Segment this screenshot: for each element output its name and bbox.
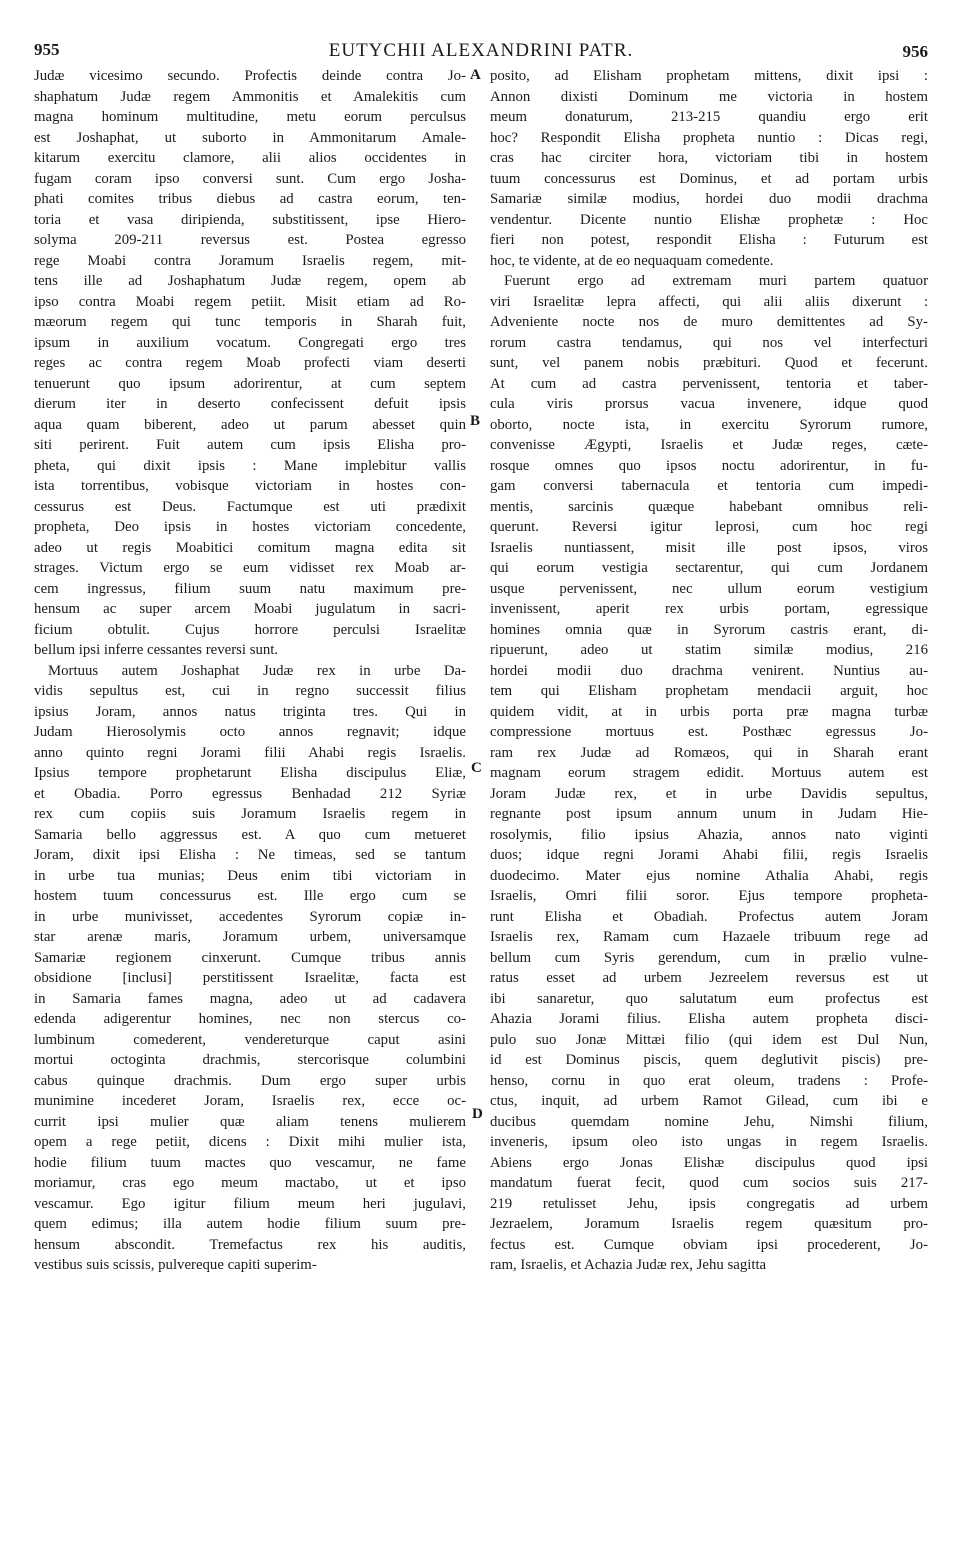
text-line: strages. Victum ergo se eum vidisset rex Moab ar- <box>34 560 466 576</box>
text-line: mortui octoginta drachmis, stercorisque columbini <box>34 1052 466 1068</box>
text-line: cem ingressus, filium suum natu maximum pre- <box>34 580 466 597</box>
margin-marker-d: D <box>472 1106 483 1122</box>
text-line: querunt. Reversi igitur leprosi, cum hoc regi <box>490 519 928 535</box>
text-line: duodecimo. Mater ejus nomine Athalia Ahabi, regis <box>490 867 928 884</box>
text-line: opem a rege petiit, dicens : Dixit mihi mulier ista, <box>34 1134 466 1150</box>
text-line: Fuerunt ergo ad extremam muri partem quatuor <box>504 273 928 289</box>
text-line: et Obadia. Porro egressus Benhadad 212 Syriæ <box>34 785 466 802</box>
text-line: runt Elisha et Obadiah. Profectus autem Joram <box>490 908 928 925</box>
text-line: dierum iter in deserto confecissent defuit ipsis <box>34 396 466 412</box>
text-line: in urbe munivisset, accedentes Syrorum copiæ in- <box>34 908 466 925</box>
text-line: 219 retulisset Jehu, ipsis congregatis ad urbem <box>490 1195 928 1212</box>
text-line: Judæ vicesimo secundo. Profectis deinde contra Jo- <box>34 68 466 84</box>
text-line: anno quinto regni Jorami filii Ahabi regis Israelis. <box>34 744 466 761</box>
text-line: in urbe tua munias; Deus enim tibi victoriam in <box>34 867 466 884</box>
text-line: compressione mortuus est. Posthæc egressus Jo- <box>490 724 928 740</box>
page-header <box>34 40 928 68</box>
text-line: id est Dominus piscis, quem deglutivit piscis) pre- <box>490 1052 928 1068</box>
right-column <box>490 66 928 1276</box>
text-line: Israelis rex, Ramam cum Hazaele tribuum rege ad <box>490 929 928 945</box>
text-line: Samaria bello aggressus est. A quo cum metueret <box>34 826 466 843</box>
text-line: usque pervenissent, nec ullum eorum vestigium <box>490 580 928 597</box>
text-line: rex cum copiis suis Joramum Israelis regem in <box>34 806 466 822</box>
text-line: duos; idque regni Jorami Ahabi filii, regis Israelis <box>490 847 928 863</box>
text-line: star arenæ maris, Joramum urbem, universamque <box>34 929 466 945</box>
text-line: ctus, inquit, ad urbem Ramot Gilead, cum ibi e <box>490 1093 928 1109</box>
text-line: Joram, dixit ipsi Elisha : Ne timeas, sed se tantum <box>34 847 466 863</box>
text-line: sunt, vel panem nobis præbituri. Quod et fecerunt. <box>490 355 928 371</box>
text-line: aqua quam biberent, adeo ut parum abesset quin <box>34 416 466 433</box>
text-line: hoc, te vidente, at de eo nequaquam comedente. <box>490 252 774 269</box>
text-line: homines omnia quæ in Syrorum castris erant, di- <box>490 621 928 638</box>
page-number-right: 956 <box>902 42 928 61</box>
text-line: viri Israelitæ lepra affecti, qui alii aliis dixerunt : <box>490 293 928 310</box>
text-line: ducibus quemdam nomine Jehu, Nimshi filium, <box>490 1113 928 1130</box>
text-line: ram rex Judæ ad Romæos, qui in Sharah erant <box>490 744 928 761</box>
text-line: inveneris, ipsum oleo isto ungas in regem Israelis. <box>490 1134 928 1150</box>
text-line: magnam eorum stragem edidit. Mortuus autem est <box>490 765 928 781</box>
text-line: mentis, sarcinis quæque habebant omnibus reli- <box>490 498 928 515</box>
text-line: magna hominum multitudine, metu eorum perculsus <box>34 109 466 125</box>
text-line: cabus quinque drachmis. Dum ergo super urbis <box>34 1072 466 1089</box>
text-line: shaphatum Judæ regem Ammonitis et Amalekitis cum <box>34 88 466 105</box>
text-line: edenda adigerentur homines, nec non stercus co- <box>34 1011 466 1027</box>
text-line: Mortuus autem Joshaphat Judæ rex in urbe Da- <box>48 662 466 679</box>
text-line: mandatum fuerat fecit, quod cum socios suis 217- <box>490 1175 928 1191</box>
text-line: vestibus suis scissis, pulvereque capiti superim- <box>34 1257 317 1273</box>
text-line: ripuerunt, adeo ut statim similæ modius, 216 <box>490 642 928 658</box>
text-line: henso, cornu in quo erat oleum, tradens : Profe- <box>490 1072 928 1089</box>
text-line: cessurus est Deus. Factumque est uti prædixit <box>34 498 466 515</box>
text-line: Ipsius tempore prophetarunt Elisha discipulus Eliæ, <box>34 765 466 781</box>
text-line: hensum ac super arcem Moabi jugulatum in sacri- <box>34 601 466 617</box>
text-line: reges ac contra regem Moab profecti viam deserti <box>34 355 466 371</box>
text-line: bellum cum Syris gerendum, cum in prælio vulne- <box>490 949 928 966</box>
text-line: tenuerunt quo ipsum adorirentur, at cum septem <box>34 375 466 392</box>
text-line: vescamur. Ego igitur filium meum heri jugulavi, <box>34 1195 466 1212</box>
text-line: At cum ad castra pervenissent, tentoria et taber- <box>490 375 928 392</box>
text-line: ram, Israelis, et Achazia Judæ rex, Jehu sagitta <box>490 1257 767 1273</box>
margin-marker-a: A <box>470 67 481 83</box>
text-line: rosque omnes quo ipsos noctu adorirentur, in fu- <box>490 457 928 474</box>
text-line: phati comites tribus diebus ad castra eorum, ten- <box>34 191 466 207</box>
text-line: rosolymis, filio ipsius Ahazia, annos nato viginti <box>490 826 928 843</box>
text-line: in Samaria fames magna, adeo ut ad cadavera <box>34 990 466 1007</box>
text-line: tem qui Elisham prophetam mendacii arguit, hoc <box>490 683 928 699</box>
text-line: fugam coram ipso conversi sunt. Cum ergo Josha- <box>34 170 466 187</box>
text-line: Israelis, Omri filii soror. Ejus tempore propheta- <box>490 888 928 904</box>
text-line: Israelis nuntiassent, misit ille post ipsos, viros <box>490 539 928 556</box>
text-line: Judam Hierosolymis octo annos regnavit; idque <box>34 724 466 740</box>
text-line: regnante post ipsum annum unum in Judam Hie- <box>490 806 928 822</box>
text-line: munimine incederet Joram, Israelis rex, ecce oc- <box>34 1093 466 1109</box>
text-line: cula viris prorsus vacua invenere, idque quod <box>490 396 928 412</box>
text-line: oborto, nocte ista, in exercitu Syrorum rumore, <box>490 416 928 433</box>
text-line: invenissent, aperit rex urbis portam, egressique <box>490 601 928 617</box>
text-line: toria et vasa diripienda, substitissent, ipse Hiero- <box>34 211 466 228</box>
text-line: adeo ut regis Moabitici comitum magna edita sit <box>34 539 466 556</box>
text-line: ratus esset ad urbem Jezreelem reversus est ut <box>490 970 928 986</box>
text-line: vendentur. Dicente nuntio Elishæ prophetæ : Hoc <box>490 211 928 228</box>
text-line: siti perirent. Fuit autem cum ipsis Elisha pro- <box>34 437 466 453</box>
text-line: rorum castra tendamus, qui nos vel interfecturi <box>490 334 928 351</box>
text-line: ibi sanaretur, quo salutatum eum profectus est <box>490 990 928 1007</box>
margin-marker-b: B <box>470 413 481 429</box>
text-line: Joram Judæ rex, et in urbe Davidis sepultus, <box>490 785 928 802</box>
text-line: obsidione [inclusi] perstitissent Israelitæ, facta est <box>34 970 466 986</box>
text-line: hoc? Respondit Elisha propheta nuntio : Dicas regi, <box>490 129 928 146</box>
text-line: propheta, Deo ipsis in hostes victoriam concedente, <box>34 519 466 535</box>
text-line: est Joshaphat, ut suborto in Ammonitarum Amale- <box>34 129 466 146</box>
text-line: pheta, qui dixit ipsis : Mane implebitur vallis <box>34 457 466 474</box>
text-line: hordei modii duo drachma venirent. Nuntius au- <box>490 662 928 679</box>
text-line: posito, ad Elisham prophetam mittens, dixit ipsi : <box>490 68 928 84</box>
text-line: Samariæ regionem cinxerunt. Cumque tribus annis <box>34 949 466 966</box>
text-line: vidis sepultus est, cui in regno successit filius <box>34 683 466 699</box>
text-line: quem edimus; illa autem hodie filium suum pre- <box>34 1216 466 1232</box>
text-line: tens ille ad Joshaphatum Judæ regem, opem ab <box>34 273 466 289</box>
text-line: lumbinum comederent, vendereturque caput asini <box>34 1031 466 1048</box>
text-line: bellum ipsi inferre cessantes reversi sunt. <box>34 642 279 658</box>
text-line: meum donaturum, 213-215 quandiu ergo erit <box>490 109 928 125</box>
text-line: qui eorum vestigia sectarentur, qui cum Jordanem <box>490 560 928 576</box>
text-line: Adveniente nocte nos de muro demittentes ad Sy- <box>490 314 928 330</box>
page-number-left: 955 <box>34 40 60 59</box>
text-line: Ahazia Jorami filius. Elisha autem propheta disci- <box>490 1011 928 1027</box>
text-line: ipsum in auxilium vocatum. Congregati ergo tres <box>34 334 466 351</box>
text-line: moriamur, cras ego meum mactabo, ut et ipso <box>34 1175 466 1191</box>
text-line: quidem vidit, at in urbis porta præ magna turbæ <box>490 703 928 720</box>
margin-marker-c: C <box>471 760 482 776</box>
text-line: fieri non potest, respondit Elisha : Futurum est <box>490 232 928 248</box>
text-line: hodie filium tuum mactes quo vescamur, ne fame <box>34 1154 466 1171</box>
text-line: currit ipsi mulier quæ aliam tenens mulierem <box>34 1113 466 1130</box>
text-line: solyma 209-211 reversus est. Postea egresso <box>34 232 466 248</box>
text-line: Jezraelem, Joramum Israelis regem quæsitum pro- <box>490 1216 928 1232</box>
text-line: pulo suo Jonæ Mittæi filio (qui idem est Dul Nun, <box>490 1031 928 1048</box>
text-line: Abiens ergo Jonas Elishæ discipulus quod ipsi <box>490 1154 928 1171</box>
text-line: fectus est. Cumque obviam ipsi procederent, Jo- <box>490 1236 928 1253</box>
text-line: tuum concessurus est Dominus, et ad portam urbis <box>490 170 928 187</box>
text-line: convenisse Ægypti, Israelis et Judæ reges, cæte- <box>490 437 928 453</box>
text-line: cras hac circiter hora, victoriam tibi in hostem <box>490 150 928 166</box>
text-line: kitarum exercitu clamore, alii alios occidentes in <box>34 150 466 166</box>
text-line: hensum abscondit. Tremefactus rex his auditis, <box>34 1236 466 1253</box>
text-line: rege Moabi contra Joramum Israelis regem, mit- <box>34 252 466 269</box>
text-line: ipso contra Moabi regem petiit. Misit etiam ad Ro- <box>34 293 466 310</box>
text-line: Annon dixisti Dominum me victoria in hostem <box>490 88 928 105</box>
running-title: EUTYCHII ALEXANDRINI PATR. <box>328 40 634 61</box>
text-line: ista torrentibus, vobisque victoriam in hostes con- <box>34 478 466 494</box>
text-line: mæorum regem qui tunc temporis in Sharah fuit, <box>34 314 466 330</box>
text-line: ficium obtulit. Cujus horrore perculsi Israelitæ <box>34 621 466 638</box>
text-line: ipsius Joram, annos natus triginta tres. Qui in <box>34 703 466 720</box>
text-line: hostem tuum concessurus est. Ille ergo cum se <box>34 888 466 904</box>
text-line: gam conversi tabernacula et tentoria cum impedi- <box>490 478 928 494</box>
text-line: Samariæ similæ modius, hordei duo modii drachma <box>490 191 928 207</box>
left-column <box>34 66 466 1276</box>
